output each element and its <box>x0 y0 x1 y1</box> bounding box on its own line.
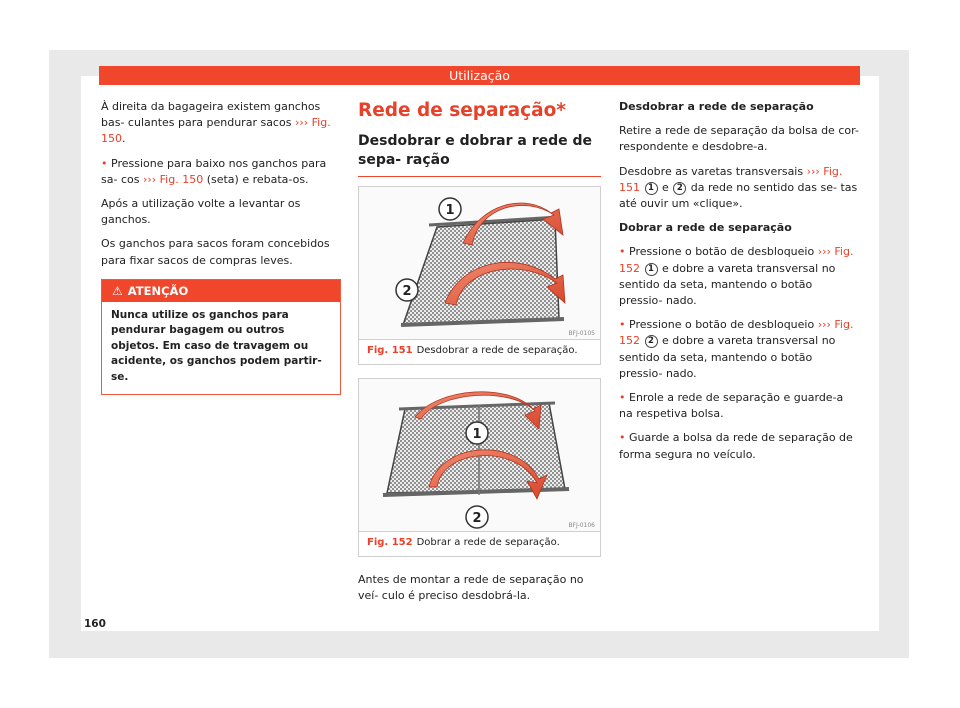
number-2-icon: 2 <box>673 182 686 195</box>
callout-2: 2 <box>472 511 482 526</box>
column-right <box>619 99 859 471</box>
number-1-icon: 1 <box>645 182 658 195</box>
heading-fold: Dobrar a rede de separação <box>619 221 792 235</box>
warning-text: Nunca utilize os ganchos para pendurar bagagem ou outros objetos. Em caso de travagem ou acidente, os ganchos podem partir-se. <box>111 308 322 383</box>
section-title: Rede de separação* <box>358 100 566 121</box>
subsection-title: Desdobrar e dobrar a rede de sepa- ração <box>358 132 601 177</box>
bullet-item: • Pressione o botão de desbloqueio ››› Fig. 152 2 e dobre a vareta transversal no sentido da seta, mantendo o botão pressio- nado. <box>619 318 854 380</box>
bullet-icon: • <box>619 431 626 445</box>
fig-152-link[interactable]: ››› Fig. 152 <box>619 245 854 275</box>
warning-header <box>102 280 340 302</box>
callout-1: 1 <box>445 203 455 218</box>
bullet-icon: • <box>619 391 626 405</box>
figure-label: Fig. 152 <box>367 537 413 548</box>
bullet-item: • Enrole a rede de separação e guarde-a na respetiva bolsa. <box>619 391 844 421</box>
column-middle <box>358 100 601 612</box>
fig-152-illustration <box>359 379 600 531</box>
paragraph: Após a utilização volte a levantar os ganchos. <box>101 197 301 227</box>
warning-box <box>101 279 341 396</box>
fig-151-link[interactable]: ››› Fig. 151 <box>619 164 843 194</box>
fig-151-illustration <box>359 187 600 339</box>
paragraph: Retire a rede de separação da bolsa de cor- respondente e desdobre-a. <box>619 124 859 154</box>
callout-1: 1 <box>472 427 482 442</box>
number-1-icon: 1 <box>645 263 658 276</box>
paragraph: Antes de montar a rede de separação no veí- culo é preciso desdobrá-la. <box>358 573 584 603</box>
chapter-header: Utilização <box>99 66 860 85</box>
bullet-icon: • <box>101 156 108 170</box>
figure-code: BFJ-0105 <box>568 330 595 337</box>
callout-2: 2 <box>402 284 412 299</box>
page-number: 160 <box>84 618 106 630</box>
figure-code: BFJ-0106 <box>568 522 595 529</box>
figure-152 <box>358 378 601 557</box>
bullet-item: • Pressione para baixo nos ganchos para sa- cos ››› Fig. 150 (seta) e rebata-os. <box>101 156 327 186</box>
fig-150-link[interactable]: ››› Fig. 150 <box>142 172 204 186</box>
figure-151 <box>358 186 601 365</box>
paragraph: Os ganchos para sacos foram concebidos para fixar sacos de compras leves. <box>101 237 330 267</box>
figure-label: Fig. 151 <box>367 345 413 356</box>
paragraph: Desdobre as varetas transversais ››› Fig. 151 1 e 2 da rede no sentido das se- tas até ouvir um «clique». <box>619 164 858 211</box>
bullet-icon: • <box>619 318 626 332</box>
intro-paragraph: À direita da bagageira existem ganchos bas- culantes para pendurar sacos ››› Fig. 150. <box>101 100 331 146</box>
warning-triangle-icon: ⚠ <box>112 283 123 298</box>
figure-caption: Fig. 152 Dobrar a rede de separação. <box>359 531 600 556</box>
bullet-item: • Pressione o botão de desbloqueio ››› Fig. 152 1 e dobre a vareta transversal no sentido da seta, mantendo o botão pressio- nado. <box>619 245 854 308</box>
heading-unfold: Desdobrar a rede de separação <box>619 100 814 113</box>
number-2-icon: 2 <box>645 335 658 348</box>
figure-caption: Fig. 151 Desdobrar a rede de separação. <box>359 339 600 364</box>
fig-152-link[interactable]: ››› Fig. 152 <box>619 318 854 348</box>
bullet-item: • Guarde a bolsa da rede de separação de forma segura no veículo. <box>619 431 853 461</box>
column-left <box>101 99 341 395</box>
fig-150-link[interactable]: ››› Fig. 150 <box>101 116 331 146</box>
warning-title: ATENÇÃO <box>127 283 189 298</box>
bullet-icon: • <box>619 245 626 259</box>
